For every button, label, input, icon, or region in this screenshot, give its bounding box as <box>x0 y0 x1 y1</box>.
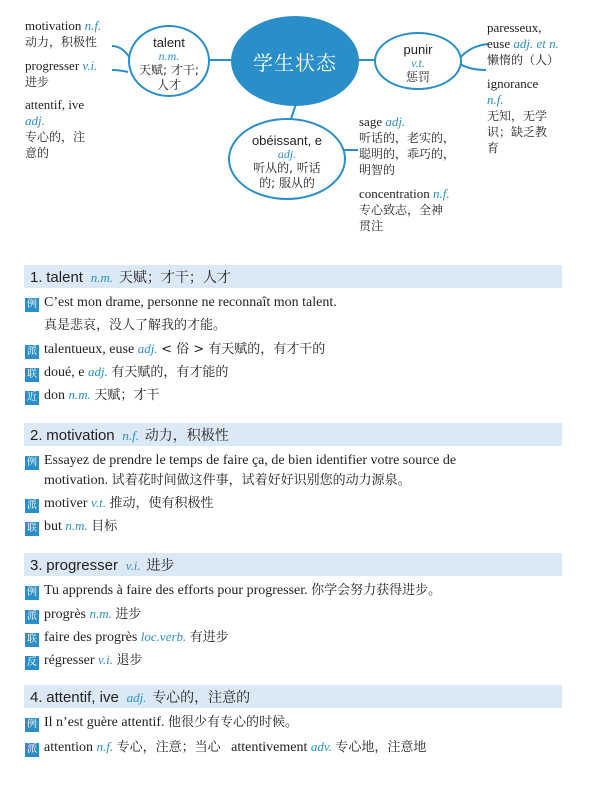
mindmap-word-attentif: attentif, ive adj. 专心的，注 意的 <box>25 97 86 160</box>
mindmap-word-sage: sage adj. 听话的，老实的， 聪明的，乖巧的， 明智的 <box>359 114 456 177</box>
derived-line: 派 talentueux, euse adj. < 俗 > 有天赋的，有才干的 <box>27 341 326 357</box>
derived-line: 派 attention n.f. 专心，注意；当心 attentivement adv. 专心地，注意地 <box>27 739 427 755</box>
example-line: 例 Tu apprends à faire des efforts pour progresser. 你学会努力获得进步。 <box>27 583 442 598</box>
example-line: 例 Essayez de prendre le temps de faire ça, de bien identifier votre source de <box>27 453 457 468</box>
example-tag: 例 <box>27 719 37 730</box>
section-heading-attentif: 4. attentif, ive adj. 专心的，注意的 <box>24 685 562 708</box>
mindmap-word-ignorance: ignorance n.f. 无知，无学 识；缺乏教 育 <box>487 76 548 155</box>
mindmap-word-concentration: concentration n.f. 专心致志，全神 贯注 <box>359 186 450 233</box>
example-line: 例 Il n’est guère attentif. 他很少有专心的时候。 <box>27 715 299 730</box>
mindmap-word-progresser: progresser v.i. 进步 <box>25 58 98 89</box>
mindmap-bubble-talent: talent n.m. 天赋; 才干; 人才 <box>128 25 210 97</box>
section-heading-talent: 1. talent n.m. 天赋；才干；人才 <box>24 265 562 288</box>
example-line: 例 C’est mon drame, personne ne reconnaît mon talent. <box>27 295 337 310</box>
mindmap-bubble-punir: punir v.t. 惩罚 <box>374 32 462 90</box>
mindmap-center: 学生状态 <box>231 16 359 106</box>
mindmap-bubble-obeissant: obéissant, e adj. 听从的, 听话 的; 服从的 <box>228 118 346 200</box>
synonym-line: 近 don n.m. 天赋；才干 <box>27 387 160 403</box>
derived-line: 派 motiver v.t. 推动，使有积极性 <box>27 495 214 511</box>
example-line-continued: motivation. 试着花时间做这件事，试着好好识别您的动力源泉。 <box>44 473 411 488</box>
related-line: 联 faire des progrès loc.verb. 有进步 <box>27 629 229 645</box>
derived-line: 派 progrès n.m. 进步 <box>27 606 142 622</box>
section-heading-progresser: 3. progresser v.i. 进步 <box>24 553 562 576</box>
example-tag: 例 <box>27 587 37 598</box>
example-tag: 例 <box>27 457 37 468</box>
related-line: 联 but n.m. 目标 <box>27 518 118 534</box>
antonym-line: 反 régresser v.i. 退步 <box>27 652 143 668</box>
section-heading-motivation: 2. motivation n.f. 动力，积极性 <box>24 423 562 446</box>
related-line: 联 doué, e adj. 有天赋的，有才能的 <box>27 364 229 380</box>
mindmap-word-paresseux: paresseux, euse adj. et n. 懒惰的（人） <box>487 20 560 67</box>
example-tag: 例 <box>27 299 37 310</box>
mindmap-word-motivation: motivation n.f. 动力，积极性 <box>25 18 102 49</box>
example-translation: 真是悲哀，没人了解我的才能。 <box>44 318 227 333</box>
